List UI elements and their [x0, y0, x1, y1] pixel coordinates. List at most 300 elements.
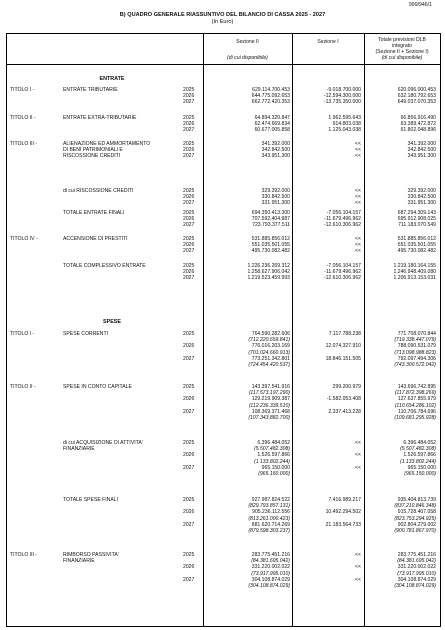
- row-sezione-ii: [206, 263, 290, 282]
- table-cell-value: 915.728.407.058: [397, 509, 436, 516]
- table-cell-value: 2025: [183, 141, 195, 147]
- table-cell-value: (73.917.995.010): [251, 570, 290, 577]
- column-header-label: Sezione I: [317, 39, 339, 45]
- row-totale: [368, 384, 436, 421]
- table-cell-value: [183, 415, 203, 421]
- table-cell-value: 2027: [183, 153, 195, 160]
- table-cell-value: (109.681.295.928): [394, 414, 436, 421]
- table-cell-value: 2025: [183, 552, 195, 558]
- row-sezione-i: [295, 87, 361, 106]
- table-cell-value: 649.037.070.353: [397, 99, 436, 106]
- table-cell-value: 531.885.856.012: [397, 236, 436, 242]
- table-cell-value: -1.582.053.408: [326, 396, 361, 403]
- page-reference: 999/946/1: [408, 2, 432, 8]
- table-cell-value: 2027: [183, 127, 195, 134]
- row-sezione-i: [295, 497, 361, 534]
- row-label: [63, 263, 178, 269]
- row-label: [63, 210, 178, 216]
- table-cell-value: 662.772.420.353: [251, 99, 290, 106]
- table-cell-value: SPESE IN CONTO CAPITALE: [63, 384, 132, 390]
- table-cell-value: 110.706.784.696: [398, 408, 436, 415]
- table-cell-value: 330.842.500: [261, 194, 290, 201]
- row-years: [183, 384, 203, 421]
- row-title: [10, 440, 58, 446]
- title-line-2: (In Euro): [211, 19, 234, 25]
- table-cell-value: 1.962.595.643: [328, 115, 361, 121]
- table-cell-value: 2026: [183, 564, 195, 571]
- row-title: [10, 141, 58, 147]
- table-cell-value: TITOLO I -: [10, 87, 35, 93]
- table-cell-value: 2025: [183, 384, 195, 390]
- table-cell-value: RIMBORSO PASSIVITA': [63, 552, 119, 558]
- row-label: [63, 141, 178, 160]
- table-cell-value: (73.917.995.010): [397, 570, 436, 577]
- table-cell-value: 61.802.048.896: [400, 127, 436, 134]
- table-cell-value: [183, 583, 203, 589]
- table-cell-value: 1.219.523.459.993: [247, 275, 290, 282]
- table-cell-value: 304.108.874.029: [397, 576, 436, 583]
- table-cell-value: <<: [355, 242, 361, 249]
- row-totale: [368, 236, 436, 255]
- table-cell-value: -12.610.306.962: [323, 222, 361, 229]
- table-cell-value: 2027: [183, 222, 195, 229]
- table-cell-value: 2026: [183, 509, 195, 516]
- table-cell-value: 2026: [183, 452, 195, 459]
- table-cell-value: 694.350.413.300: [251, 210, 290, 216]
- table-cell-value: 927.987.824.522: [251, 497, 290, 503]
- row-sezione-i: [295, 188, 361, 207]
- row-sezione-i: [295, 552, 361, 589]
- table-cell-value: 283.775.451.216: [397, 552, 436, 558]
- table-cell-value: 283.775.451.216: [251, 552, 290, 558]
- column-header-label: Totale previsioni DLB: [378, 37, 426, 43]
- table-cell-value: 1.526.597.866: [257, 452, 290, 459]
- row-sezione-i: [295, 236, 361, 255]
- table-cell-value: TITOLO I -: [10, 331, 35, 337]
- table-cell-value: 687.294.309.143: [397, 210, 436, 216]
- table-cell-value: ENTRATE TRIBUTARIE: [63, 87, 118, 93]
- row-sezione-i: [295, 440, 361, 477]
- row-totale: [368, 440, 436, 477]
- row-label: [63, 440, 178, 452]
- row-totale: [368, 552, 436, 589]
- table-cell-value: 2026: [183, 216, 195, 223]
- row-sezione-i: [295, 263, 361, 282]
- table-cell-value: 644.775.092.653: [251, 93, 290, 100]
- table-cell-value: 695.912.908.025: [397, 216, 436, 223]
- table-cell-value: 6.396.484.052: [403, 440, 436, 446]
- row-title: [10, 263, 58, 269]
- row-sezione-ii: [206, 552, 290, 589]
- row-sezione-ii: [206, 236, 290, 255]
- table-cell-value: RISCOSSIONE CREDITI: [63, 153, 121, 160]
- table-cell-value: 343.951.300: [261, 153, 290, 160]
- table-cell-value: 881.620.714.269: [251, 521, 290, 528]
- table-cell-value: 341.392.000: [261, 141, 290, 147]
- table-cell-value: -7.056.104.157: [326, 210, 361, 216]
- table-cell-value: 2027: [183, 248, 195, 255]
- table-cell-value: -12.610.306.962: [323, 275, 361, 282]
- column-divider: [203, 34, 204, 626]
- table-cell-value: -7.056.104.157: [326, 263, 361, 269]
- row-sezione-ii: [206, 440, 290, 477]
- table-cell-value: 965.150.000: [261, 464, 290, 471]
- table-cell-value: 329.392.000: [261, 188, 290, 194]
- table-cell-value: 2026: [183, 396, 195, 403]
- table-cell-value: di cui RISCOSSIONE CREDITI: [63, 188, 134, 194]
- table-cell-value: 2025: [183, 440, 195, 446]
- table-cell-value: (1.133.802.244): [254, 458, 290, 465]
- row-sezione-ii: [206, 497, 290, 534]
- row-label: [63, 115, 178, 121]
- column-divider: [364, 34, 365, 626]
- table-cell-value: 12.074.327.910: [325, 343, 361, 350]
- table-cell-value: 2025: [183, 87, 195, 93]
- table-cell-value: 2025: [183, 115, 195, 121]
- row-title: [10, 236, 58, 242]
- row-sezione-ii: [206, 384, 290, 421]
- table-cell-value: 495.730.082.482: [251, 248, 290, 255]
- row-years: [183, 87, 203, 106]
- table-cell-value: [183, 528, 203, 534]
- table-cell-value: 64.894.320.847: [254, 115, 290, 121]
- table-cell-value: 331.220.002.022: [251, 564, 290, 571]
- table-cell-value: 66.856.916.490: [400, 115, 436, 121]
- row-sezione-i: [295, 210, 361, 229]
- table-cell-value: <<: [355, 576, 361, 583]
- row-title: [10, 115, 58, 121]
- table-cell-value: <<: [355, 464, 361, 471]
- table-cell-value: (900.781.867.970): [394, 527, 436, 534]
- row-years: [183, 141, 203, 160]
- table-cell-value: TITOLO IV -: [10, 236, 38, 242]
- table-cell-value: <<: [355, 153, 361, 160]
- table-cell-value: (823.753.294.925): [394, 515, 436, 522]
- table-cell-value: -12.594.300.000: [323, 93, 361, 100]
- table-cell-value: 60.677.005.858: [254, 127, 290, 134]
- table-cell-value: (829.793.857.131): [248, 503, 290, 510]
- table-cell-value: (713.098.988.823): [394, 349, 436, 356]
- table-cell-value: -13.735.350.000: [323, 99, 361, 106]
- table-cell-value: <<: [355, 194, 361, 201]
- row-years: [183, 115, 203, 134]
- table-cell-value: 1.219.180.164.155: [393, 263, 436, 269]
- table-cell-value: 143.696.742.895: [397, 384, 436, 390]
- table-cell-value: 2027: [183, 355, 195, 362]
- row-title: [10, 384, 58, 390]
- table-cell-value: [183, 362, 203, 368]
- table-cell-value: 711.183.070.549: [398, 222, 436, 229]
- table-cell-value: (5.507.482.308): [254, 446, 290, 453]
- table-cell-value: [183, 471, 203, 477]
- table-cell-value: <<: [355, 452, 361, 459]
- table-cell-value: 129.219.909.387: [251, 396, 290, 403]
- table-cell-value: 632.180.792.653: [397, 93, 436, 100]
- table-cell-value: (965.150.000): [404, 470, 436, 477]
- row-label: [63, 331, 178, 337]
- table-cell-value: 21.183.564.733: [325, 521, 361, 528]
- column-header-sezione-i: [292, 34, 364, 64]
- table-cell-value: 143.397.541.916: [251, 384, 290, 390]
- row-years: [183, 552, 203, 589]
- table-cell-value: 2027: [183, 464, 195, 471]
- row-label: [63, 87, 178, 93]
- table-cell-value: 776.016.203.169: [251, 343, 290, 350]
- table-cell-value: 2025: [183, 210, 195, 216]
- table-cell-value: 63.389.472.872: [400, 121, 436, 128]
- table-cell-value: -11.679.496.962: [324, 269, 361, 276]
- table-cell-value: 2026: [183, 194, 195, 201]
- table-cell-value: 2025: [183, 236, 195, 242]
- table-cell-value: <<: [355, 552, 361, 558]
- table-cell-value: (117.872.398.269): [394, 390, 436, 397]
- row-sezione-ii: [206, 115, 290, 134]
- row-sezione-ii: [206, 87, 290, 106]
- section-heading-entrate: ENTRATE: [99, 76, 125, 82]
- table-cell-value: (117.573.197.290): [248, 390, 290, 397]
- table-cell-value: 771.708.070.844: [397, 331, 436, 337]
- budget-table: [6, 33, 441, 627]
- table-cell-value: 551.035.501.055: [397, 242, 436, 249]
- table-cell-value: (84.381.695.042): [397, 558, 436, 565]
- table-cell-value: TITOLO II -: [10, 115, 36, 121]
- table-cell-value: 2025: [183, 497, 195, 503]
- table-cell-value: <<: [355, 236, 361, 242]
- table-cell-value: ACCENSIONE DI PRESTITI: [63, 236, 128, 242]
- row-sezione-ii: [206, 331, 290, 368]
- table-cell-value: <<: [355, 147, 361, 154]
- column-header-totale: [364, 34, 440, 64]
- row-totale: [368, 87, 436, 106]
- table-cell-value: 914.803.038: [332, 121, 361, 128]
- table-cell-value: (5.507.482.308): [400, 446, 436, 453]
- row-label: [63, 384, 178, 390]
- table-cell-value: (965.150.000): [258, 470, 290, 477]
- table-cell-value: 1.246.948.409.080: [393, 269, 436, 276]
- table-cell-value: 342.842.500: [261, 147, 290, 154]
- table-cell-value: 304.108.874.029: [251, 576, 290, 583]
- header-divider: [7, 64, 440, 65]
- table-cell-value: di cui ACQUISIZIONE DI ATTIVITA': [63, 440, 143, 446]
- table-cell-value: [295, 583, 361, 589]
- table-cell-value: 1.226.236.269.312: [247, 263, 290, 269]
- table-cell-value: 723.793.377.511: [252, 222, 290, 229]
- table-cell-value: 2025: [183, 263, 195, 269]
- row-years: [183, 263, 203, 282]
- table-cell-value: 905.236.112.556: [252, 509, 290, 516]
- table-cell-value: 2026: [183, 121, 195, 128]
- table-cell-value: 2.337.413.228: [328, 408, 361, 415]
- table-cell-value: (701.024.660.913): [248, 349, 290, 356]
- column-divider: [292, 34, 293, 626]
- table-cell-value: 2026: [183, 242, 195, 249]
- row-totale: [368, 331, 436, 368]
- row-title: [10, 210, 58, 216]
- table-cell-value: <<: [355, 188, 361, 194]
- column-header-label: Sezione II: [236, 39, 259, 45]
- table-cell-value: [10, 497, 58, 503]
- table-cell-value: (837.210.846.348): [394, 503, 436, 510]
- table-cell-value: 495.730.082.482: [397, 248, 436, 255]
- row-label: [63, 188, 178, 194]
- row-years: [183, 210, 203, 229]
- row-title: [10, 87, 58, 93]
- row-totale: [368, 263, 436, 282]
- row-years: [183, 236, 203, 255]
- row-sezione-i: [295, 331, 361, 368]
- table-cell-value: 1.526.597.866: [403, 452, 436, 459]
- table-cell-value: [295, 471, 361, 477]
- table-cell-value: TITOLO II -: [10, 384, 36, 390]
- row-sezione-i: [295, 141, 361, 160]
- table-cell-value: 1.206.913.153.031: [393, 275, 436, 282]
- table-cell-value: [295, 528, 361, 534]
- table-cell-value: -11.679.496.962: [324, 216, 361, 223]
- table-cell-value: (110.654.286.102): [394, 402, 436, 409]
- table-cell-value: 342.842.500: [407, 147, 436, 154]
- table-cell-value: 788.090.531.079: [397, 343, 436, 350]
- row-totale: [368, 115, 436, 134]
- row-years: [183, 497, 203, 534]
- table-cell-value: 10.492.294.502: [325, 509, 361, 516]
- table-cell-value: (1.133.802.244): [400, 458, 436, 465]
- row-years: [183, 440, 203, 477]
- table-cell-value: 127.637.855.979: [397, 396, 436, 403]
- row-label: [63, 497, 178, 503]
- row-sezione-ii: [206, 141, 290, 160]
- table-cell-value: ENTRATE EXTRA-TRIBUTARIE: [63, 115, 137, 121]
- document-title: [6, 12, 439, 26]
- row-years: [183, 188, 203, 207]
- table-cell-value: 629.114.700.453: [252, 87, 290, 93]
- table-cell-value: FINANZIARIE: [63, 446, 95, 453]
- row-title: [10, 497, 58, 503]
- table-cell-value: 329.392.000: [407, 188, 436, 194]
- table-cell-value: SPESE CORRENTI: [63, 331, 109, 337]
- table-cell-value: 2026: [183, 343, 195, 350]
- row-years: [183, 331, 203, 368]
- table-cell-value: (743.300.572.042): [394, 361, 436, 368]
- table-cell-value: 343.951.300: [407, 153, 436, 160]
- table-cell-value: TOTALE ENTRATE FINALI: [63, 210, 125, 216]
- table-cell-value: [295, 415, 361, 421]
- table-cell-value: 6.396.484.052: [257, 440, 290, 446]
- table-cell-value: <<: [355, 141, 361, 147]
- table-cell-value: 2027: [183, 521, 195, 528]
- table-cell-value: 331.951.300: [261, 200, 290, 207]
- table-cell-value: 299.200.979: [332, 384, 361, 390]
- table-cell-value: 7.416.989.217: [328, 497, 361, 503]
- table-cell-value: -9.018.700.000: [326, 87, 361, 93]
- table-cell-value: 2025: [183, 331, 195, 337]
- table-cell-value: TITOLO III -: [10, 552, 38, 558]
- table-cell-value: (112.236.339.510): [248, 402, 290, 409]
- table-cell-value: 2027: [183, 275, 195, 282]
- row-label: [63, 236, 178, 242]
- table-cell-value: ALIENAZIONE ED AMMORTAMENTO: [63, 141, 151, 147]
- column-header-sezione-ii: [203, 34, 292, 64]
- row-totale: [368, 497, 436, 534]
- table-cell-value: 764.590.282.606: [251, 331, 290, 337]
- table-cell-value: (712.220.659.841): [248, 337, 290, 344]
- table-cell-value: 1.125.043.038: [328, 127, 361, 134]
- section-heading-spese: SPESE: [103, 319, 121, 325]
- row-title: [10, 188, 58, 194]
- table-cell-value: 2026: [183, 269, 195, 276]
- table-cell-value: TITOLO III -: [10, 141, 38, 147]
- table-cell-value: (719.338.447.079): [394, 337, 436, 344]
- row-totale: [368, 141, 436, 160]
- table-cell-value: 551.035.501.055: [251, 242, 290, 249]
- row-sezione-ii: [206, 188, 290, 207]
- table-cell-value: 792.097.494.306: [397, 355, 436, 362]
- table-cell-value: 330.842.500: [407, 194, 436, 201]
- table-cell-value: (107.343.882.700): [248, 414, 290, 421]
- table-cell-value: (84.381.695.042): [251, 558, 290, 565]
- title-line-1: B) QUADRO GENERALE RIASSUNTIVO DEL BILANCIO DI CASSA 2025 - 2027: [119, 12, 326, 18]
- table-cell-value: 2027: [183, 99, 195, 106]
- table-cell-value: <<: [355, 440, 361, 446]
- table-cell-value: [10, 188, 58, 194]
- table-cell-value: 341.392.000: [407, 141, 436, 147]
- table-cell-value: 707.592.404.987: [251, 216, 290, 223]
- row-totale: [368, 188, 436, 207]
- column-header-note: (di cui disponibile): [381, 55, 423, 61]
- row-title: [10, 331, 58, 337]
- table-cell-value: (813.261.000.423): [248, 515, 290, 522]
- table-cell-value: 965.150.000: [407, 464, 436, 471]
- table-cell-value: 531.885.856.012: [251, 236, 290, 242]
- table-cell-value: DI BENI PATRIMONIALI E: [63, 147, 123, 154]
- table-cell-value: 331.220.002.022: [397, 564, 436, 571]
- table-cell-value: 331.951.300: [407, 200, 436, 207]
- table-cell-value: 2027: [183, 408, 195, 415]
- table-cell-value: <<: [355, 200, 361, 207]
- column-header-label: (Sezione II + Sezione I): [375, 49, 429, 55]
- table-cell-value: (879.598.303.237): [248, 527, 290, 534]
- row-totale: [368, 210, 436, 229]
- table-cell-value: [10, 210, 58, 216]
- table-cell-value: 620.096.000.453: [397, 87, 436, 93]
- row-sezione-i: [295, 115, 361, 134]
- row-sezione-i: [295, 384, 361, 421]
- table-cell-value: 2026: [183, 93, 195, 100]
- table-cell-value: 935.404.813.739: [397, 497, 436, 503]
- column-header-note: (di cui disponibile): [227, 55, 268, 61]
- table-cell-value: 2027: [183, 576, 195, 583]
- row-label: [63, 552, 178, 564]
- table-cell-value: (304.108.874.029): [394, 582, 436, 589]
- row-sezione-ii: [206, 210, 290, 229]
- table-cell-value: 2025: [183, 188, 195, 194]
- table-cell-value: [10, 263, 58, 269]
- table-cell-value: [295, 362, 361, 368]
- table-cell-value: 62.474.669.834: [254, 121, 290, 128]
- table-cell-value: 1.258.627.906.042: [247, 269, 290, 276]
- table-cell-value: 7.117.788.238: [328, 331, 361, 337]
- table-cell-value: 18.846.151.505: [325, 355, 361, 362]
- table-cell-value: [10, 440, 58, 446]
- table-cell-value: 773.251.342.801: [251, 355, 290, 362]
- table-cell-value: <<: [355, 564, 361, 571]
- table-cell-value: TOTALE COMPLESSIVO ENTRATE: [63, 263, 146, 269]
- table-cell-value: <<: [355, 248, 361, 255]
- table-cell-value: 2027: [183, 200, 195, 207]
- table-cell-value: (304.108.874.029): [248, 582, 290, 589]
- table-cell-value: TOTALE SPESE FINALI: [63, 497, 119, 503]
- table-cell-value: (724.454.420.537): [248, 361, 290, 368]
- table-cell-value: FINANZIARIE: [63, 558, 95, 565]
